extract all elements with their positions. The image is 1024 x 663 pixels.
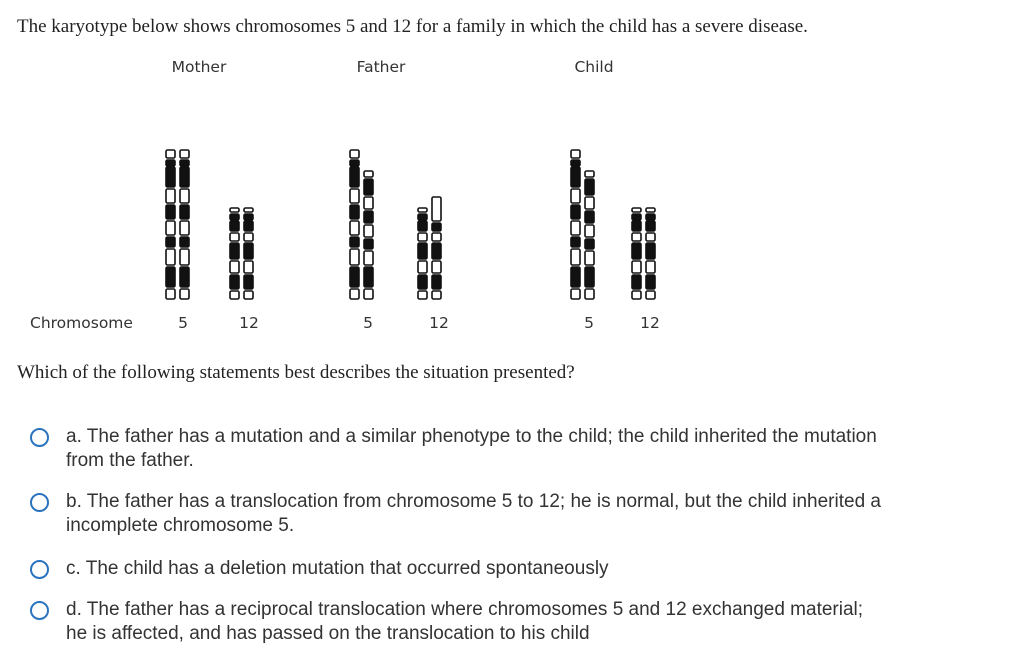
option-b-text[interactable]: b. The father has a translocation from chromosome 5 to 12; he is normal, but the child inherited a incomplete chromosome 5. [66,491,881,536]
mother-chr12-a [230,208,239,299]
option-a-text[interactable]: a. The father has a mutation and a similar phenotype to the child; the child inherited the mutation from the father. [66,426,877,471]
father-chr5-a [350,150,359,299]
label-mother-12: 12 [239,314,259,332]
radio-d[interactable] [30,601,49,620]
child-chr5-a [571,150,580,299]
question-intro: The karyotype below shows chromosomes 5 and 12 for a family in which the child has a severe disease. [17,16,808,37]
question-prompt: Which of the following statements best describes the situation presented? [17,362,575,383]
child-chr12-a [632,208,641,299]
header-mother: Mother [171,58,227,76]
label-child-12: 12 [640,314,660,332]
row-label-chromosome: Chromosome [30,314,133,332]
child-chr12-b [646,208,655,299]
radio-c[interactable] [30,560,49,579]
child-chr5-b [585,171,594,299]
label-father-5: 5 [363,314,373,332]
header-child: Child [574,58,614,76]
mother-chr5-b [180,150,189,299]
header-father: Father [356,58,406,76]
label-child-5: 5 [584,314,594,332]
father-chr5-b [364,171,373,299]
label-mother-5: 5 [178,314,188,332]
father-chr12-a [418,208,427,299]
chromosome-diagrams [166,150,655,299]
father-chr12-b [432,197,441,299]
karyotype-figure [0,48,700,348]
option-d-text[interactable]: d. The father has a reciprocal translocation where chromosomes 5 and 12 exchanged material; he is affected, and has passed on the translocation to his child [66,599,864,644]
label-father-12: 12 [429,314,449,332]
radio-a[interactable] [30,428,49,447]
option-c-text[interactable]: c. The child has a deletion mutation that occurred spontaneously [66,558,609,579]
mother-chr5-a [166,150,175,299]
radio-b[interactable] [30,493,49,512]
mother-chr12-b [244,208,253,299]
